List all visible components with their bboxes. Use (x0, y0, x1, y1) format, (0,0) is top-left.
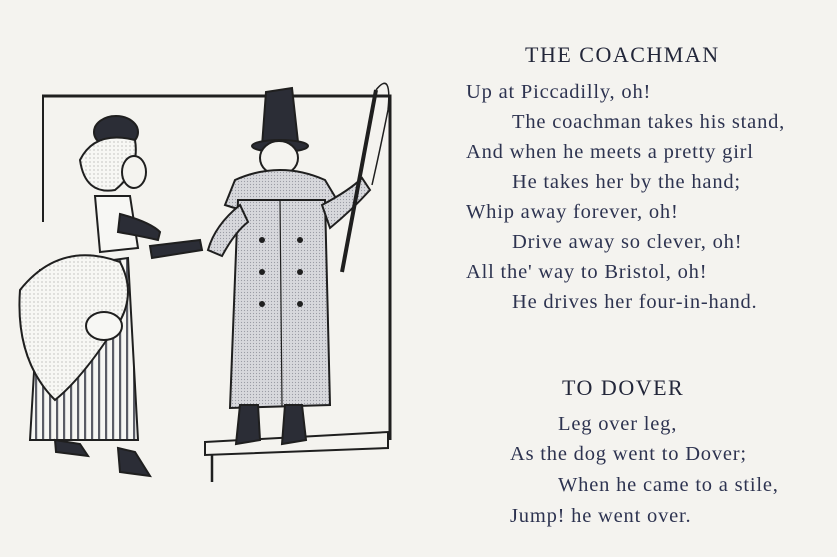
poem-column (450, 0, 837, 557)
poem-line: Leg over leg, (558, 413, 678, 435)
poem-title: TO DOVER (562, 375, 685, 400)
poem-line: He drives her four-in-hand. (512, 291, 758, 313)
poem-line: When he came to a stile, (558, 474, 779, 496)
coachman-figure (208, 88, 370, 444)
poem-line: As the dog went to Dover; (510, 443, 747, 465)
poem-line: Up at Piccadilly, oh! (466, 81, 652, 103)
poem-line: The coachman takes his stand, (512, 111, 786, 133)
poem-line: Jump! he went over. (510, 505, 692, 527)
poem-line: And when he meets a pretty girl (466, 141, 754, 163)
poem-line: Drive away so clever, oh! (512, 231, 743, 253)
poem-line: Whip away forever, oh! (466, 201, 679, 223)
whip (342, 83, 389, 272)
poem-title: THE COACHMAN (525, 42, 720, 67)
poem-line: All the' way to Bristol, oh! (466, 261, 708, 283)
poem-line: He takes her by the hand; (512, 171, 741, 193)
lady-figure (19, 116, 202, 476)
